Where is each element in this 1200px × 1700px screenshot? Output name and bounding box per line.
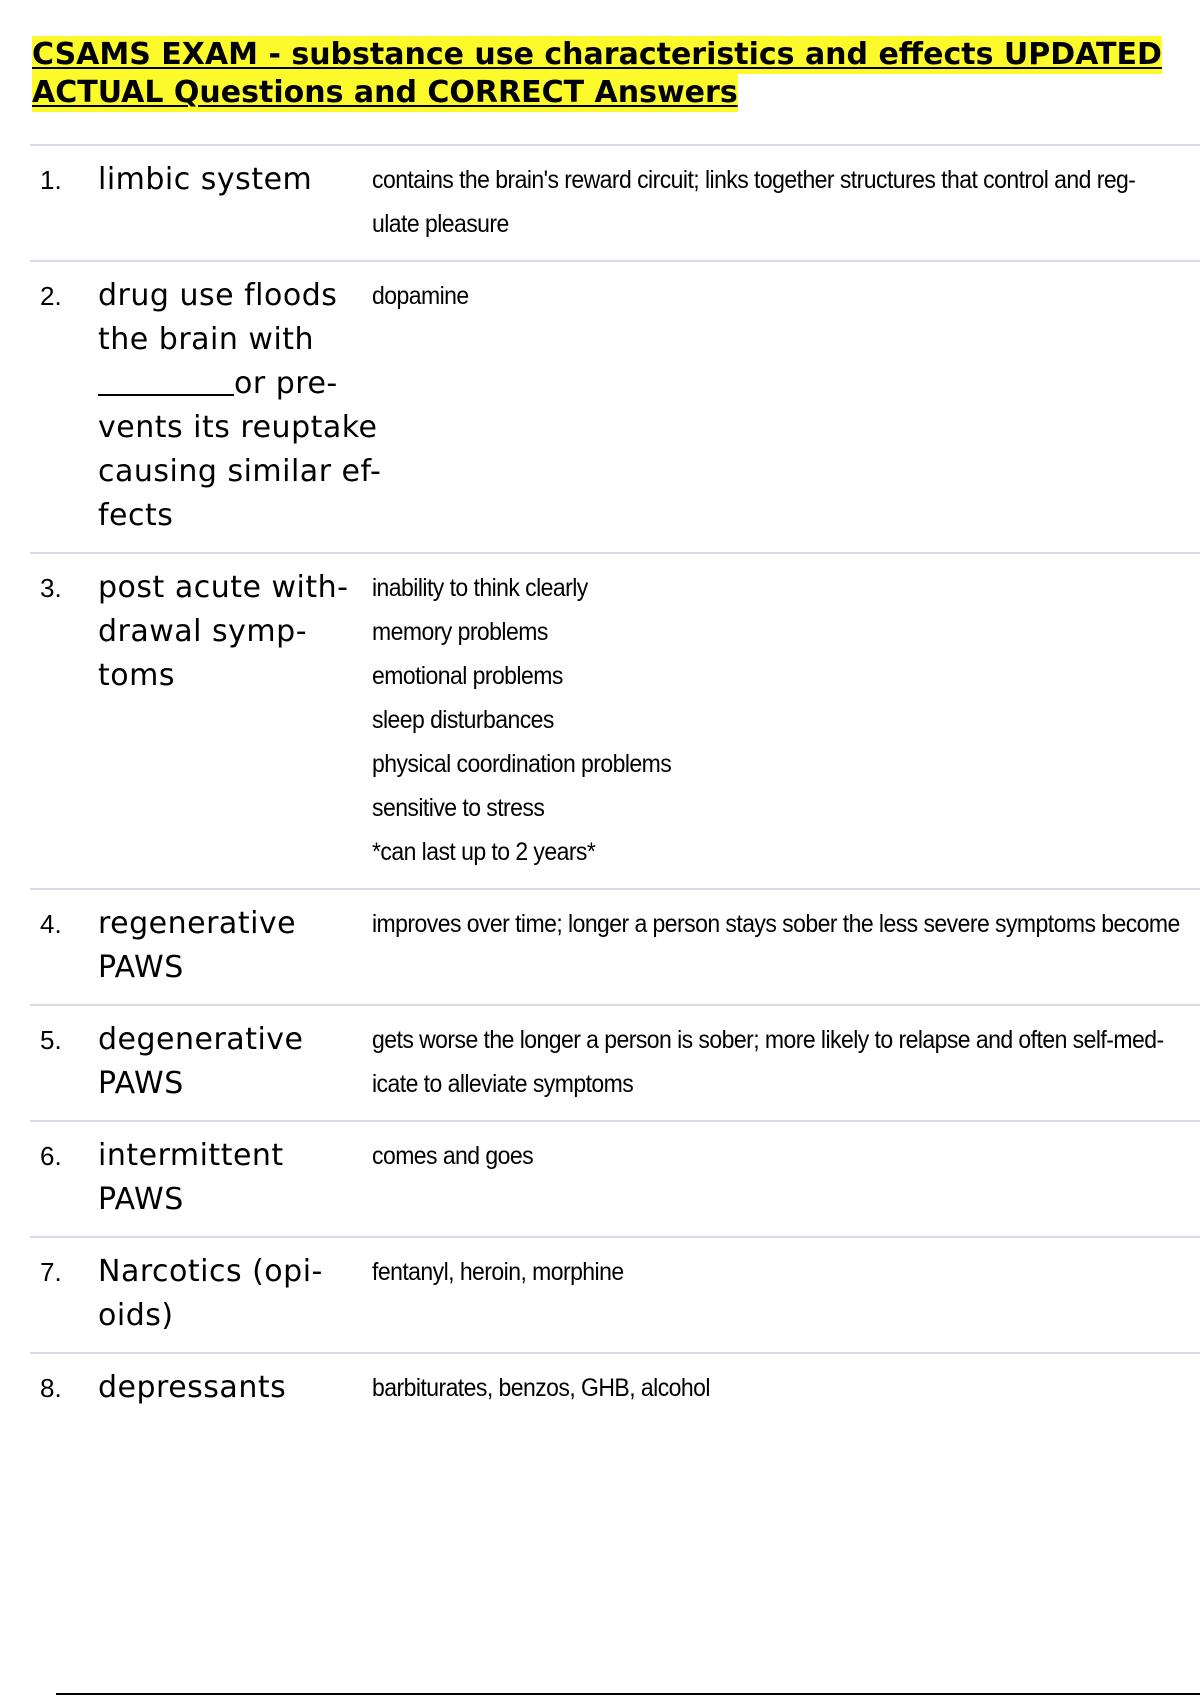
term-line: drawal symp- [98,614,308,649]
item-term [98,1018,372,1106]
fill-in-blank [98,364,234,396]
item-number: 3. [40,573,62,603]
definition-line: sleep disturbances [372,706,554,734]
qa-row-2 [30,260,1200,552]
definition-line: inability to think clearly [372,574,588,602]
term-line: PAWS [98,1066,184,1101]
term-line: PAWS [98,1182,184,1217]
term-line: causing similar ef- [98,454,382,489]
qa-row-7 [30,1236,1200,1352]
title-line-2 [32,74,1142,112]
qa-list [30,144,1200,1424]
item-definition [372,158,1134,246]
term-line: oids) [98,1298,174,1333]
title-text-line-2: ACTUAL Questions and CORRECT Answers [32,75,738,110]
title-line-1 [32,36,1162,74]
page-bottom-rule [56,1693,1200,1695]
term-line: drug use floods [98,278,338,313]
term-line: the brain with [98,322,315,357]
definition-line: physical coordination problems [372,750,672,778]
definition-line: icate to alleviate symptoms [372,1070,634,1098]
definition-line: comes and goes [372,1142,534,1170]
item-number: 1. [40,165,62,195]
item-definition [372,566,1134,874]
term-line: limbic system [98,162,313,197]
term-line: PAWS [98,950,184,985]
definition-line: barbiturates, benzos, GHB, alcohol [372,1374,710,1402]
item-definition [372,1366,1134,1410]
item-term [98,158,372,246]
definition-line: sensitive to stress [372,794,545,822]
item-term [98,1366,372,1410]
item-definition [372,902,1180,990]
term-line: depressants [98,1370,287,1405]
definition-line: dopamine [372,282,469,310]
item-definition [372,1134,1134,1222]
qa-row-8 [30,1352,1200,1424]
definition-line: improves over time; longer a person stays sober the less severe symptoms become [372,910,1180,938]
term-line: degenerative [98,1022,304,1057]
term-line: Narcotics (opi- [98,1254,323,1289]
term-line: regenerative [98,906,297,941]
item-number: 4. [40,909,62,939]
definition-line: gets worse the longer a person is sober; more likely to relapse and often self-med- [372,1026,1164,1054]
qa-row-5 [30,1004,1200,1120]
item-number: 5. [40,1025,62,1055]
definition-line: emotional problems [372,662,563,690]
definition-line: contains the brain's reward circuit; links together structures that control and reg- [372,166,1136,194]
term-line: post acute with- [98,570,349,605]
term-line-text: or pre- [234,366,338,401]
term-line-with-blank [98,362,372,406]
definition-line: ulate pleasure [372,210,509,238]
item-term [98,902,372,990]
definition-line: memory problems [372,618,548,646]
item-number: 7. [40,1257,62,1287]
item-term [98,1134,372,1222]
item-definition [372,1250,1134,1338]
item-definition [372,1018,1164,1106]
title-text-line-1: CSAMS EXAM - substance use characteristics and effects UPDATED [32,37,1162,72]
term-line: fects [98,498,174,533]
term-line: vents its reuptake [98,410,378,445]
definition-line: *can last up to 2 years* [372,838,596,866]
qa-row-1 [30,144,1200,260]
qa-row-3 [30,552,1200,888]
document-title [32,36,1162,112]
term-line: intermittent [98,1138,284,1173]
term-line: toms [98,658,175,693]
item-term [98,274,382,538]
item-term [98,1250,372,1338]
qa-row-4 [30,888,1200,1004]
item-definition [372,274,1134,538]
item-number: 2. [40,281,62,311]
item-number: 8. [40,1373,62,1403]
item-term [98,566,372,874]
qa-row-6 [30,1120,1200,1236]
definition-line: fentanyl, heroin, morphine [372,1258,624,1286]
item-number: 6. [40,1141,62,1171]
